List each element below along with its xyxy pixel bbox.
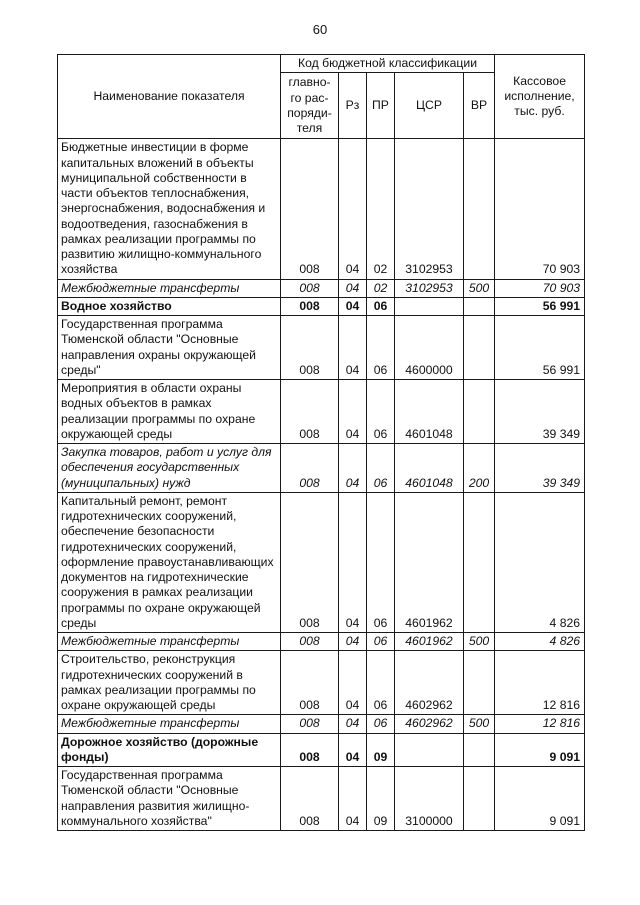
row-csr: 4602962 — [395, 715, 464, 733]
row-name: Водное хозяйство — [58, 297, 281, 315]
table-row — [58, 316, 585, 380]
row-name: Капитальный ремонт, ремонт гидротехнических сооружений, обеспечение безопасности гидротехнических сооружений, оформление правоустанавливающих документов на гидротехнические сооружения в рамках реализации программы по охране окружающей среды — [58, 492, 281, 632]
row-csr: 3102953 — [395, 279, 464, 297]
row-grbs: 008 — [281, 715, 339, 733]
row-pr: 06 — [367, 297, 395, 315]
row-name: Государственная программа Тюменской области "Основные направления развития жилищно-коммунального хозяйства" — [58, 767, 281, 831]
row-name: Дорожное хозяйство (дорожные фонды) — [58, 733, 281, 767]
row-rz: 04 — [339, 767, 367, 831]
row-pr: 06 — [367, 492, 395, 632]
row-grbs: 008 — [281, 139, 339, 279]
row-rz: 04 — [339, 444, 367, 493]
table-row — [58, 633, 585, 651]
row-grbs: 008 — [281, 297, 339, 315]
header-vr: ВР — [464, 73, 495, 139]
row-amount: 9 091 — [495, 733, 585, 767]
row-csr: 4601048 — [395, 380, 464, 444]
row-vr: 500 — [464, 715, 495, 733]
row-vr — [464, 316, 495, 380]
table-row — [58, 733, 585, 767]
row-pr: 06 — [367, 715, 395, 733]
row-amount: 9 091 — [495, 767, 585, 831]
row-rz: 04 — [339, 733, 367, 767]
row-pr: 06 — [367, 633, 395, 651]
row-csr — [395, 297, 464, 315]
row-pr: 02 — [367, 279, 395, 297]
row-vr: 200 — [464, 444, 495, 493]
row-grbs: 008 — [281, 767, 339, 831]
header-rz: Рз — [339, 73, 367, 139]
row-rz: 04 — [339, 279, 367, 297]
table-row — [58, 651, 585, 715]
row-amount: 39 349 — [495, 444, 585, 493]
row-amount: 56 991 — [495, 297, 585, 315]
row-rz: 04 — [339, 492, 367, 632]
budget-table — [57, 54, 585, 831]
row-grbs: 008 — [281, 733, 339, 767]
table-row — [58, 492, 585, 632]
row-rz: 04 — [339, 297, 367, 315]
row-grbs: 008 — [281, 633, 339, 651]
table-row — [58, 139, 585, 279]
row-vr — [464, 492, 495, 632]
row-name: Закупка товаров, работ и услуг для обеспечения государственных (муниципальных) нужд — [58, 444, 281, 493]
row-amount: 39 349 — [495, 380, 585, 444]
row-rz: 04 — [339, 380, 367, 444]
row-vr: 500 — [464, 633, 495, 651]
row-pr: 06 — [367, 316, 395, 380]
row-vr — [464, 733, 495, 767]
row-name: Бюджетные инвестиции в форме капитальных вложений в объекты муниципальной собственности в части объектов теплоснабжения, энергоснабжения, водоснабжения и водоотведения, газоснабжения в рамках реализации программы по развитию жилищно-коммунального хозяйства — [58, 139, 281, 279]
table-row — [58, 444, 585, 493]
row-pr: 06 — [367, 444, 395, 493]
row-csr: 4601962 — [395, 633, 464, 651]
table-row — [58, 715, 585, 733]
row-name: Государственная программа Тюменской области "Основные направления охраны окружающей среды" — [58, 316, 281, 380]
row-amount: 70 903 — [495, 139, 585, 279]
row-grbs: 008 — [281, 316, 339, 380]
row-pr: 02 — [367, 139, 395, 279]
row-vr — [464, 297, 495, 315]
header-amount: Кассовое исполнение, тыс. руб. — [495, 55, 585, 139]
row-amount: 56 991 — [495, 316, 585, 380]
row-pr: 09 — [367, 767, 395, 831]
row-amount: 12 816 — [495, 715, 585, 733]
header-grbs: главно-го рас-поряди-теля — [281, 73, 339, 139]
row-csr: 4600000 — [395, 316, 464, 380]
table-row — [58, 279, 585, 297]
row-grbs: 008 — [281, 380, 339, 444]
row-csr: 4601962 — [395, 492, 464, 632]
row-vr — [464, 651, 495, 715]
row-grbs: 008 — [281, 444, 339, 493]
header-csr: ЦСР — [395, 73, 464, 139]
row-name: Межбюджетные трансферты — [58, 715, 281, 733]
row-pr: 09 — [367, 733, 395, 767]
header-pr: ПР — [367, 73, 395, 139]
row-amount: 4 826 — [495, 633, 585, 651]
row-vr — [464, 767, 495, 831]
row-rz: 04 — [339, 139, 367, 279]
row-name: Межбюджетные трансферты — [58, 279, 281, 297]
row-csr: 4601048 — [395, 444, 464, 493]
row-vr: 500 — [464, 279, 495, 297]
row-pr: 06 — [367, 380, 395, 444]
table-body — [58, 139, 585, 831]
row-amount: 4 826 — [495, 492, 585, 632]
row-vr — [464, 380, 495, 444]
row-vr — [464, 139, 495, 279]
row-grbs: 008 — [281, 279, 339, 297]
row-rz: 04 — [339, 633, 367, 651]
row-grbs: 008 — [281, 651, 339, 715]
row-rz: 04 — [339, 651, 367, 715]
row-pr: 06 — [367, 651, 395, 715]
header-classification: Код бюджетной классификации — [281, 55, 495, 73]
table-header — [58, 55, 585, 139]
table-row — [58, 297, 585, 315]
row-name: Мероприятия в области охраны водных объектов в рамках реализации программы по охране окружающей среды — [58, 380, 281, 444]
row-csr: 4602962 — [395, 651, 464, 715]
row-csr — [395, 733, 464, 767]
row-grbs: 008 — [281, 492, 339, 632]
page-number: 60 — [312, 22, 328, 37]
row-rz: 04 — [339, 715, 367, 733]
row-csr: 3100000 — [395, 767, 464, 831]
row-amount: 12 816 — [495, 651, 585, 715]
row-name: Межбюджетные трансферты — [58, 633, 281, 651]
table-row — [58, 767, 585, 831]
table-row — [58, 380, 585, 444]
row-amount: 70 903 — [495, 279, 585, 297]
row-name: Строительство, реконструкция гидротехнических сооружений в рамках реализации программы по охране окружающей среды — [58, 651, 281, 715]
header-name: Наименование показателя — [58, 55, 281, 139]
row-rz: 04 — [339, 316, 367, 380]
row-csr: 3102953 — [395, 139, 464, 279]
